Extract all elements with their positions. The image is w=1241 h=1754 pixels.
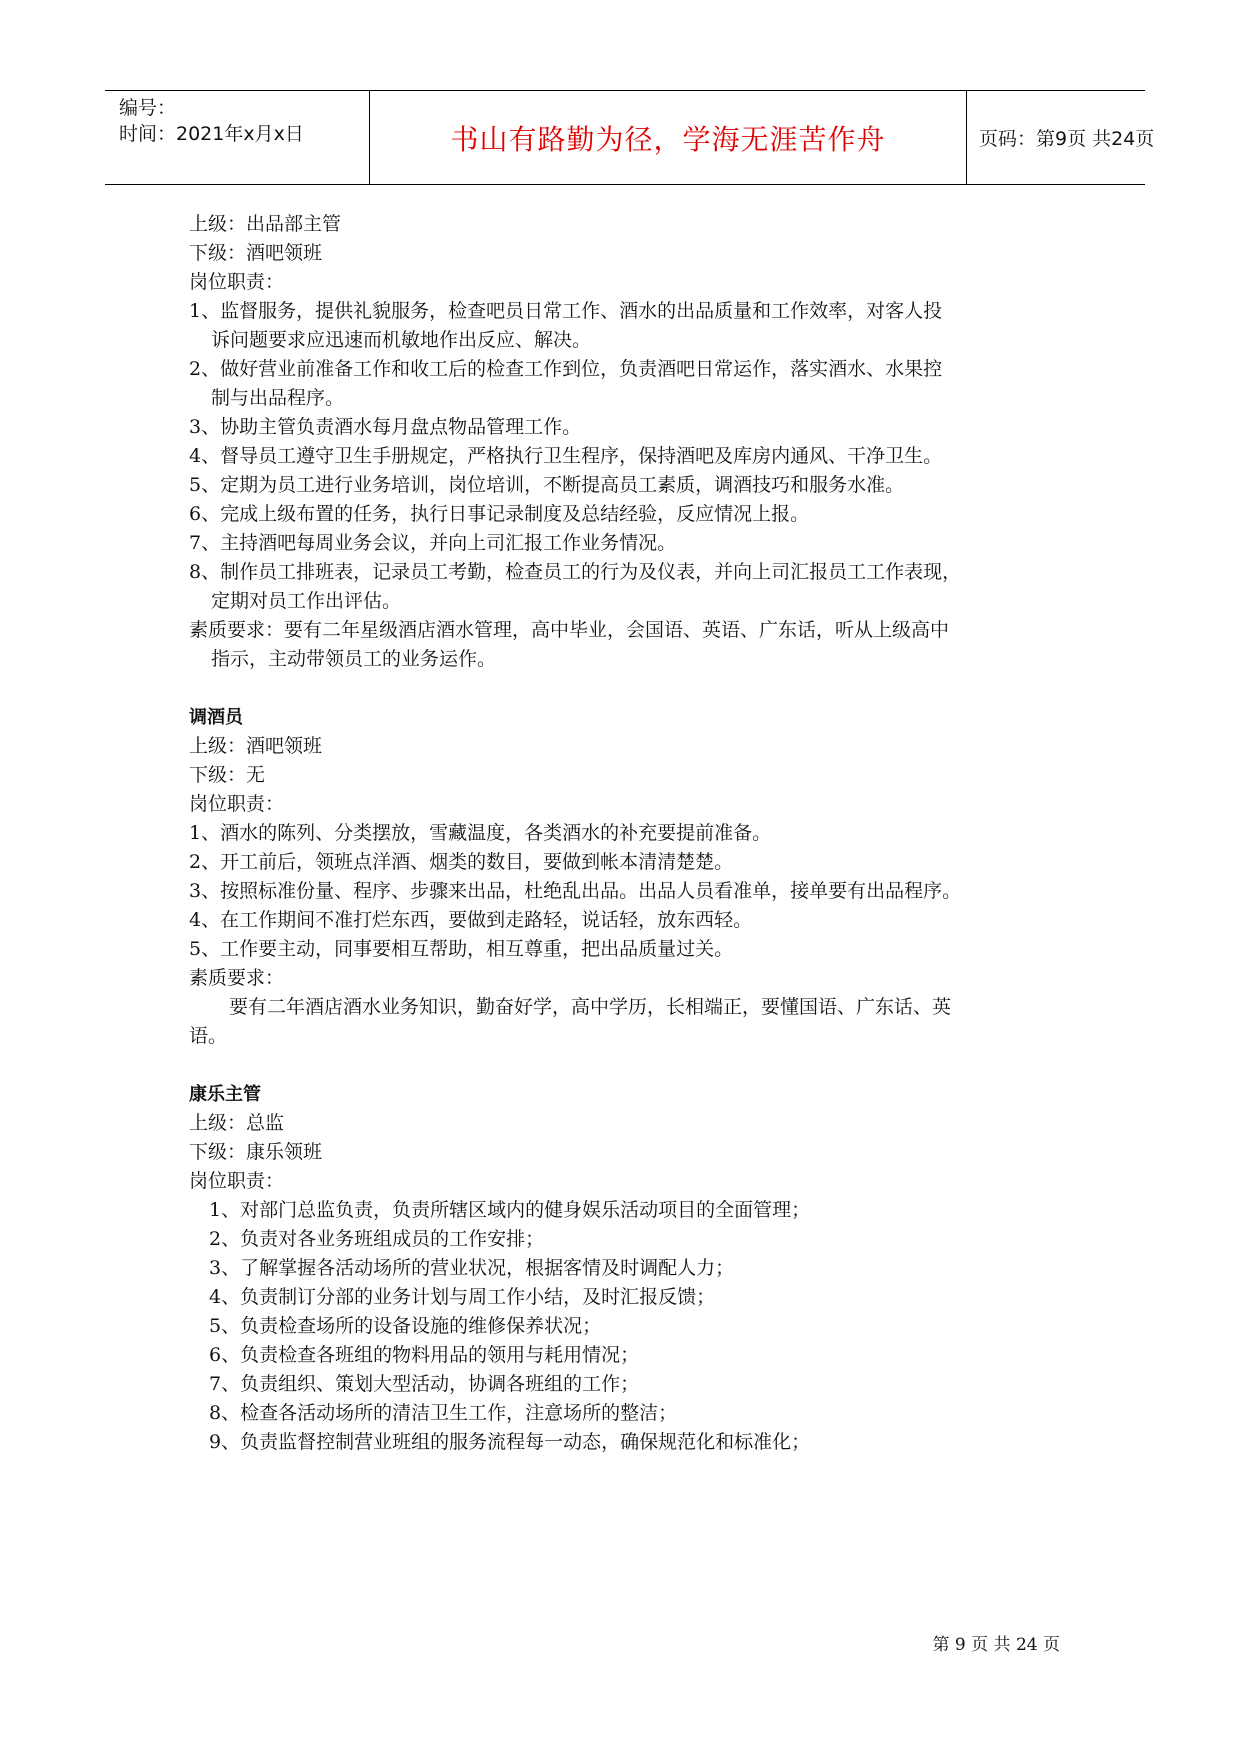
duty-item: 1、监督服务，提供礼貌服务，检查吧员日常工作、酒水的出品质量和工作效率，对客人投 <box>189 300 943 322</box>
duty-item-cont: 制与出品程序。 <box>211 387 345 409</box>
page-footer: 第 9 页 共 24 页 <box>932 1635 1060 1655</box>
duty-item: 6、负责检查各班组的物料用品的领用与耗用情况； <box>209 1344 640 1366</box>
duties-label: 岗位职责： <box>189 1170 285 1192</box>
section-title-recreation-supervisor: 康乐主管 <box>189 1084 261 1105</box>
quality-line-cont: 指示，主动带领员工的业务运作。 <box>211 648 497 670</box>
duty-item: 2、开工前后，领班点洋酒、烟类的数目，要做到帐本清清楚楚。 <box>189 851 734 873</box>
duty-item: 4、在工作期间不准打烂东西，要做到走路轻，说话轻，放东西轻。 <box>189 909 753 931</box>
number-label: 编号： <box>119 97 177 119</box>
motto-text: 书山有路勤为径，学海无涯苦作舟 <box>450 122 886 156</box>
duty-item: 3、了解掌握各活动场所的营业状况，根据客情及时调配人力； <box>209 1257 735 1279</box>
superior-line: 上级：总监 <box>189 1112 285 1134</box>
duties-label: 岗位职责： <box>189 271 285 293</box>
duty-item: 2、做好营业前准备工作和收工后的检查工作到位，负责酒吧日常运作，落实酒水、水果控 <box>189 358 943 380</box>
header-left-cell <box>105 91 370 184</box>
duty-item: 9、负责监督控制营业班组的服务流程每一动态，确保规范化和标准化； <box>209 1431 811 1453</box>
header-page-info: 页码：第9页 共24页 <box>979 128 1155 150</box>
duty-item: 5、负责检查场所的设备设施的维修保养状况； <box>209 1315 602 1337</box>
superior-line: 上级：出品部主管 <box>189 213 342 235</box>
header-page-cell <box>967 91 1155 184</box>
quality-line: 素质要求：要有二年星级酒店酒水管理，高中毕业，会国语、英语、广东话，听从上级高中 <box>189 619 950 641</box>
subordinate-line: 下级：酒吧领班 <box>189 242 323 264</box>
duties-label: 岗位职责： <box>189 793 285 815</box>
duty-item-cont: 诉问题要求应迅速而机敏地作出反应、解决。 <box>211 329 592 351</box>
section-title-bartender: 调酒员 <box>189 707 243 728</box>
duty-item: 3、按照标准份量、程序、步骤来出品，杜绝乱出品。出品人员看准单，接单要有出品程序。 <box>189 880 962 902</box>
duty-item: 5、工作要主动，同事要相互帮助，相互尊重，把出品质量过关。 <box>189 938 734 960</box>
duty-item: 4、督导员工遵守卫生手册规定，严格执行卫生程序，保持酒吧及库房内通风、干净卫生。 <box>189 445 943 467</box>
document-body <box>189 210 1069 1457</box>
duty-item: 8、检查各活动场所的清洁卫生工作，注意场所的整洁； <box>209 1402 678 1424</box>
duty-item: 4、负责制订分部的业务计划与周工作小结，及时汇报反馈； <box>209 1286 716 1308</box>
duty-item: 6、完成上级布置的任务，执行日事记录制度及总结经验，反应情况上报。 <box>189 503 810 525</box>
duty-item-cont: 定期对员工作出评估。 <box>211 590 402 612</box>
duty-item: 7、主持酒吧每周业务会议，并向上司汇报工作业务情况。 <box>189 532 677 554</box>
duty-item: 5、定期为员工进行业务培训，岗位培训，不断提高员工素质，调酒技巧和服务水准。 <box>189 474 905 496</box>
header-motto-cell <box>370 91 967 184</box>
time-label: 时间：2021年x月x日 <box>119 123 304 145</box>
duty-item: 7、负责组织、策划大型活动，协调各班组的工作； <box>209 1373 640 1395</box>
quality-line-cont: 语。 <box>189 1025 228 1047</box>
superior-line: 上级：酒吧领班 <box>189 735 323 757</box>
duty-item: 2、负责对各业务班组成员的工作安排； <box>209 1228 545 1250</box>
duty-item: 3、协助主管负责酒水每月盘点物品管理工作。 <box>189 416 582 438</box>
duty-item: 1、对部门总监负责，负责所辖区域内的健身娱乐活动项目的全面管理； <box>209 1199 811 1221</box>
subordinate-line: 下级：康乐领班 <box>189 1141 323 1163</box>
quality-label: 素质要求： <box>189 967 285 989</box>
duty-item: 8、制作员工排班表，记录员工考勤，检查员工的行为及仪表，并向上司汇报员工工作表现， <box>189 561 962 583</box>
quality-line: 要有二年酒店酒水业务知识，勤奋好学，高中学历，长相端正，要懂国语、广东话、英 <box>229 996 952 1018</box>
subordinate-line: 下级：无 <box>189 764 266 786</box>
page-header <box>105 90 1155 185</box>
duty-item: 1、酒水的陈列、分类摆放，雪藏温度，各类酒水的补充要提前准备。 <box>189 822 772 844</box>
